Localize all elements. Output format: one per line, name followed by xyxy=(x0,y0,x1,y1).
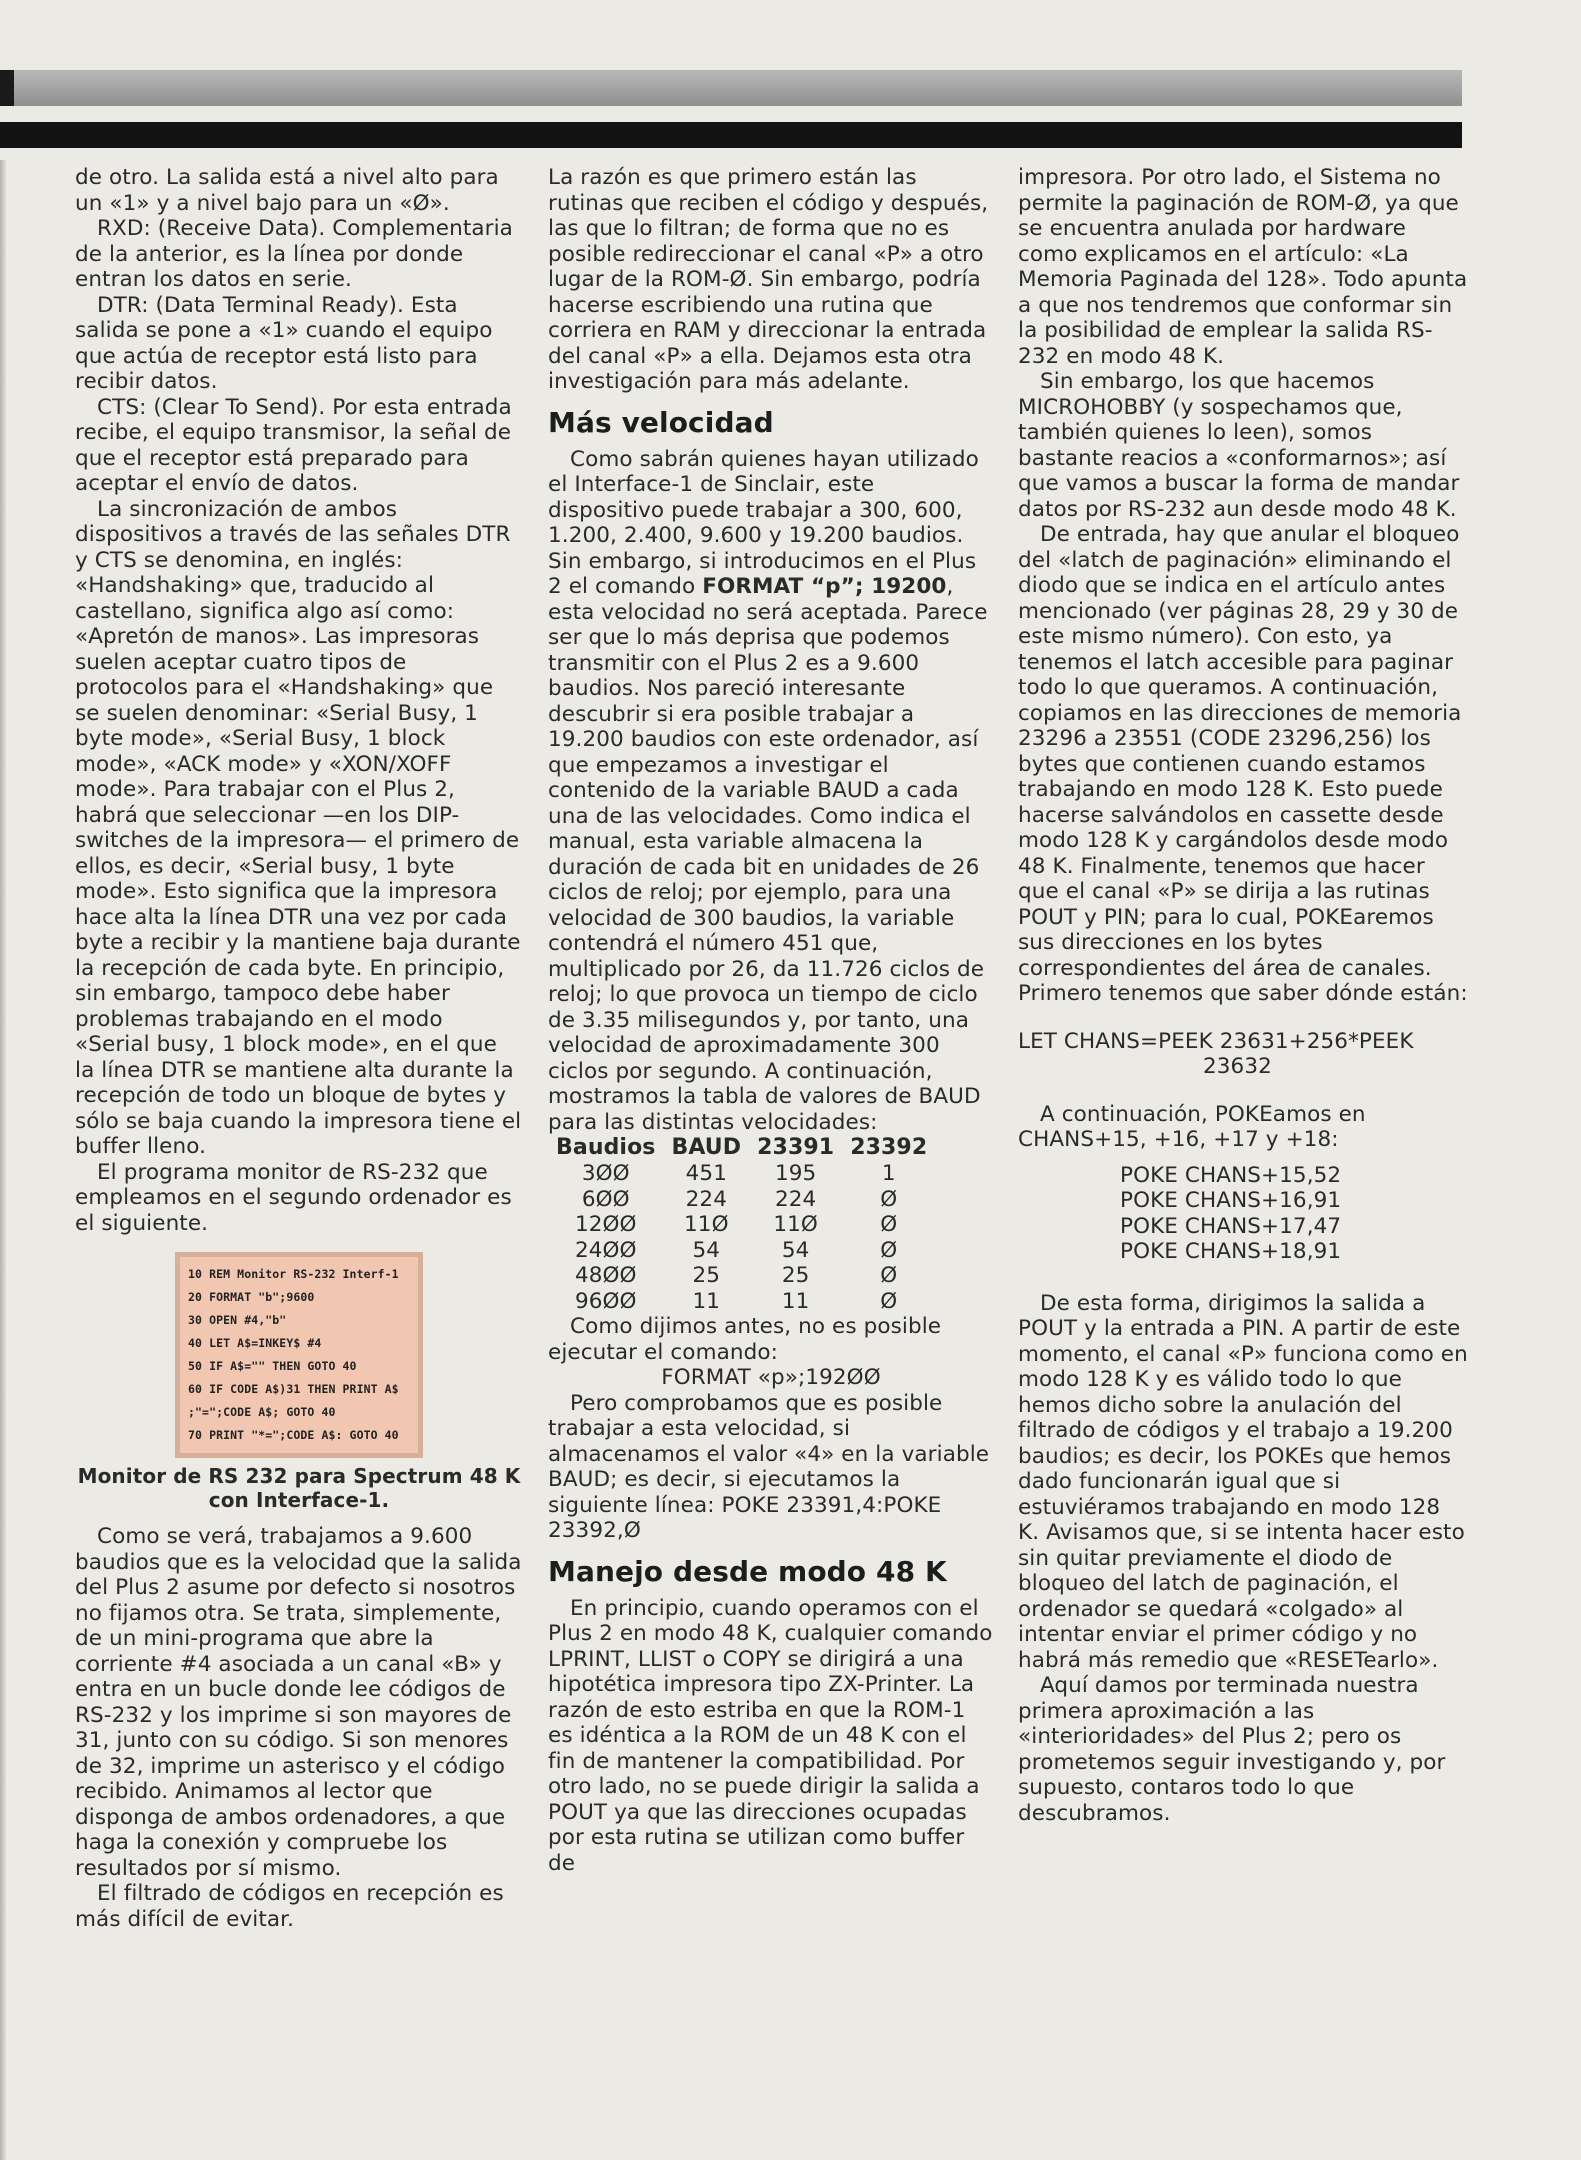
poke-line: POKE CHANS+18,91 xyxy=(1120,1239,1342,1264)
header-grey-bar xyxy=(0,70,1462,106)
column-header: Baudios xyxy=(556,1135,656,1160)
listing-line: 50 IF A$="" THEN GOTO 40 xyxy=(188,1359,357,1373)
table-cell: 24ØØ xyxy=(574,1237,637,1263)
code-line: 23632 xyxy=(1203,1054,1272,1079)
program-listing xyxy=(175,1252,423,1458)
table-row xyxy=(556,1212,943,1238)
code-line: LET CHANS=PEEK 23631+256*PEEK xyxy=(1018,1028,1414,1054)
paragraph: Como se verá, trabajamos a 9.600 baudios que es la velocidad que la salida del Plus 2 asume por defecto si nosotros no fijamos otra. Se trata, simplemente, de un mini-programa que abre la corriente #4 asociada a un canal «B» y entra en un bucle donde lee códigos de RS-232 y los imprime si son mayores de 31, junto con su código. Si son menores de 32, imprime un asterisco y el código recibido. Animamos al lector que disponga de ambos ordenadores, a que haga la conexión y compruebe los resultados por sí mismo. xyxy=(75,1524,522,1881)
table-cell: 3ØØ xyxy=(581,1161,630,1186)
table-cell: 54 xyxy=(692,1237,721,1263)
table-cell: 224 xyxy=(685,1186,727,1212)
paragraph: De entrada, hay que anular el bloqueo del «latch de paginación» eliminando el diodo que se indica en el artículo antes mencionado (ver páginas 28, 29 y 30 de este mismo número). Con esto, ya tenemos el latch accesible para paginar todo lo que queramos. A continuación, copiamos en las direcciones de memoria 23296 a 23551 (CODE 23296,256) los bytes que contienen cuando estamos trabajando en modo 128 K. Esto puede hacerse salvándolos en cassette desde modo 128 K y cargándolos desde modo 48 K. Finalmente, tenemos que hacer que el canal «P» se dirija a las rutinas POUT y PIN; para lo cual, POKEaremos sus direcciones en los bytes correspondientes del área de canales. Primero tenemos que saber dónde están: xyxy=(1018,522,1468,1006)
paragraph: Como dijimos antes, no es posible ejecutar el comando: xyxy=(548,1314,942,1365)
poke-line: POKE CHANS+15,52 xyxy=(1120,1162,1342,1188)
table-cell: 54 xyxy=(781,1237,810,1263)
table-cell: 96ØØ xyxy=(574,1288,637,1314)
table-row xyxy=(556,1289,943,1315)
header-black-bar xyxy=(0,122,1462,148)
table-row xyxy=(556,1161,943,1187)
table-cell: 451 xyxy=(685,1161,727,1186)
section-heading: Más velocidad xyxy=(548,405,774,439)
page-spine-shadow xyxy=(0,160,6,2160)
table-cell: Ø xyxy=(880,1288,898,1314)
listing-line: 10 REM Monitor RS-232 Interf-1 xyxy=(188,1267,399,1281)
column-1 xyxy=(75,165,523,1932)
spacer xyxy=(1018,1007,1468,1029)
column-header: 23391 xyxy=(757,1135,835,1160)
column-2 xyxy=(548,165,994,1876)
table-row xyxy=(556,1238,943,1264)
paragraph: El programa monitor de RS-232 que empleamos en el segundo ordenador es el siguiente. xyxy=(75,1159,512,1236)
table-cell: 1 xyxy=(881,1161,896,1186)
paragraph: CTS: (Clear To Send). Por esta entrada recibe, el equipo transmisor, la señal de que el receptor está preparado para aceptar el envío de datos. xyxy=(75,394,512,496)
table-cell: Ø xyxy=(880,1186,898,1212)
bold-command: FORMAT “p”; 19200 xyxy=(702,574,947,599)
listing-line: 20 FORMAT "b";9600 xyxy=(188,1290,315,1304)
column-header: BAUD xyxy=(671,1135,742,1160)
table-cell: 48ØØ xyxy=(574,1263,637,1288)
paragraph: Sin embargo, los que hacemos MICROHOBBY (y sospechamos que, también quienes lo leen), somos bastante reacios a «conformarnos»; así que vamos a buscar la forma de mandar datos por RS-232 aun desde modo 48 K. xyxy=(1018,369,1460,522)
paragraph: El filtrado de códigos en recepción es más difícil de evitar. xyxy=(75,1881,504,1932)
table-cell: 195 xyxy=(774,1161,817,1186)
poke-line: POKE CHANS+17,47 xyxy=(1120,1213,1342,1239)
header-bar-edge xyxy=(0,70,14,106)
command-line: FORMAT «p»;192ØØ xyxy=(661,1365,881,1390)
listing-line: ;"=";CODE A$; GOTO 40 xyxy=(188,1405,336,1419)
paragraph: En principio, cuando operamos con el Plus 2 en modo 48 K, cualquier comando LPRINT, LLIST o COPY se dirigirá a una hipotética impresora tipo ZX-Printer. La razón de esto estriba en que la ROM-1 es idéntica a la ROM de un 48 K con el fin de mantener la compatibilidad. Por otro lado, no se puede dirigir la salida a POUT ya que las direcciones ocupadas por esta rutina se utilizan como buffer de xyxy=(548,1595,993,1876)
paragraph: La razón es que primero están las rutinas que reciben el código y después, las que lo filtran; de forma que no es posible redireccionar el canal «P» a otro lugar de la ROM-Ø. Sin embargo, podría hacerse escribiendo una rutina que corriera en RAM y direccionar la entrada del canal «P» a ella. Dejamos esta otra investigación para más adelante. xyxy=(548,165,989,394)
paragraph: Pero comprobamos que es posible trabajar a esta velocidad, si almacenamos el valor «4» en la variable BAUD; es decir, si ejecutamos la siguiente línea: POKE 23391,4:POKE 23392,Ø xyxy=(548,1390,990,1543)
section-heading: Manejo desde modo 48 K xyxy=(548,1554,947,1588)
paragraph: Aquí damos por terminada nuestra primera aproximación a las «interioridades» del Plus 2; pero os prometemos seguir investigando y, por supuesto, contaros todo lo que descubramos. xyxy=(1018,1673,1446,1826)
table-cell: 224 xyxy=(774,1186,817,1212)
table-cell: 25 xyxy=(692,1263,721,1288)
paragraph: impresora. Por otro lado, el Sistema no permite la paginación de ROM-Ø, ya que se encuentra anulada por hardware como explicamos en el artículo: «La Memoria Paginada del 128». Todo apunta a que nos tendremos que conformar sin la posibilidad de emplear la salida RS-232 en modo 48 K. xyxy=(1018,165,1468,369)
text-run: , esta velocidad no será aceptada. Parece ser que lo más deprisa que podemos transmitir con el Plus 2 es a 9.600 baudios. Nos pareció interesante descubrir si era posible trabajar a 19.200 baudios con este ordenador, así que empezamos a investigar el contenido de la variable BAUD a cada una de las velocidades. Como indica el manual, esta variable almacena la duración de cada bit en unidades de 26 ciclos de reloj; por ejemplo, para una velocidad de 300 baudios, la variable contendrá el número 451 que, multiplicado por 26, da 11.726 ciclos de reloj; lo que provoca un tiempo de ciclo de 3.35 milisegundos y, por tanto, una velocidad de aproximadamente 300 ciclos por segundo. A continuación, mostramos la tabla de valores de BAUD para las distintas velocidades: xyxy=(548,574,988,1135)
table-cell: 6ØØ xyxy=(581,1186,630,1212)
table-cell: 12ØØ xyxy=(574,1212,637,1237)
table-cell: Ø xyxy=(880,1237,898,1263)
table-cell: 11Ø xyxy=(684,1212,729,1237)
listing-caption: Monitor de RS 232 para Spectrum 48 K con Interface-1. xyxy=(77,1464,521,1512)
baud-table xyxy=(556,1135,943,1314)
column-3 xyxy=(1018,165,1468,1826)
poke-list xyxy=(1018,1163,1468,1265)
paragraph: A continuación, POKEamos en CHANS+15, +16, +17 y +18: xyxy=(1018,1101,1366,1152)
spacer xyxy=(1018,1080,1468,1102)
paragraph: de otro. La salida está a nivel alto para un «1» y a nivel bajo para un «Ø». xyxy=(75,165,499,216)
column-header: 23392 xyxy=(850,1135,928,1160)
table-cell: Ø xyxy=(880,1212,898,1237)
paragraph: La sincronización de ambos dispositivos a través de las señales DTR y CTS se denomina, en inglés: «Handshaking» que, traducido al castellano, significa algo así como: «Apretón de manos». Las impresoras suelen aceptar cuatro tipos de protocolos para el «Handshaking» que se suelen denominar: «Serial Busy, 1 byte mode», «Serial Busy, 1 block mode», «ACK mode» y «XON/XOFF mode». Para trabajar con el Plus 2, habrá que seleccionar —en los DIP-switches de la impresora— el primero de ellos, es decir, «Serial busy, 1 byte mode». Esto significa que la impresora hace alta la línea DTR una vez por cada byte a recibir y la mantiene baja durante la recepción de cada byte. En principio, sin embargo, tampoco debe haber problemas trabajando en el modo «Serial busy, 1 block mode», en el que la línea DTR se mantiene alta durante la recepción de todo un bloque de bytes y sólo se baja cuando la impresora tiene el buffer lleno. xyxy=(75,496,522,1159)
table-cell: 11 xyxy=(781,1288,810,1314)
table-row xyxy=(556,1187,943,1213)
listing-line: 70 PRINT "*=";CODE A$: GOTO 40 xyxy=(188,1428,399,1442)
listing-line: 60 IF CODE A$)31 THEN PRINT A$ xyxy=(188,1382,399,1396)
listing-line: 40 LET A$=INKEY$ #4 xyxy=(188,1336,322,1350)
paragraph: RXD: (Receive Data). Complementaria de la anterior, es la línea por donde entran los datos en serie. xyxy=(75,216,513,292)
paragraph: De esta forma, dirigimos la salida a POUT y la entrada a PIN. A partir de este momento, el canal «P» funciona como en modo 128 K y es válido todo lo que hemos dicho sobre la anulación del filtrado de códigos y el trabajo a 19.200 baudios; es decir, los POKEs que hemos dado funcionarán igual que si estuviéramos trabajando en modo 128 K. Avisamos que, si se intenta hacer esto sin quitar previamente el diodo de bloqueo del latch de paginación, el ordenador se quedará «colgado» al intentar enviar el primer código y no habrá más remedio que «RESETearlo». xyxy=(1018,1290,1468,1673)
table-cell: 25 xyxy=(781,1263,810,1288)
poke-line: POKE CHANS+16,91 xyxy=(1120,1188,1342,1213)
paragraph: DTR: (Data Terminal Ready). Esta salida se pone a «1» cuando el equipo que actúa de receptor está listo para recibir datos. xyxy=(75,292,493,394)
table-cell: 11Ø xyxy=(773,1212,818,1237)
table-cell: 11 xyxy=(692,1288,721,1314)
table-header-row xyxy=(556,1135,943,1161)
text-run: Como sabrán quienes hayan utilizado el Interface-1 de Sinclair, este dispositivo puede trabajar a 300, 600, 1.200, 2.400, 9.600 y 19.200 baudios. Sin embargo, si introducimos en el Plus 2 el comando xyxy=(548,446,979,599)
table-row xyxy=(556,1263,943,1289)
paragraph xyxy=(548,447,994,1136)
listing-line: 30 OPEN #4,"b" xyxy=(188,1313,287,1327)
table-cell: Ø xyxy=(880,1263,898,1288)
